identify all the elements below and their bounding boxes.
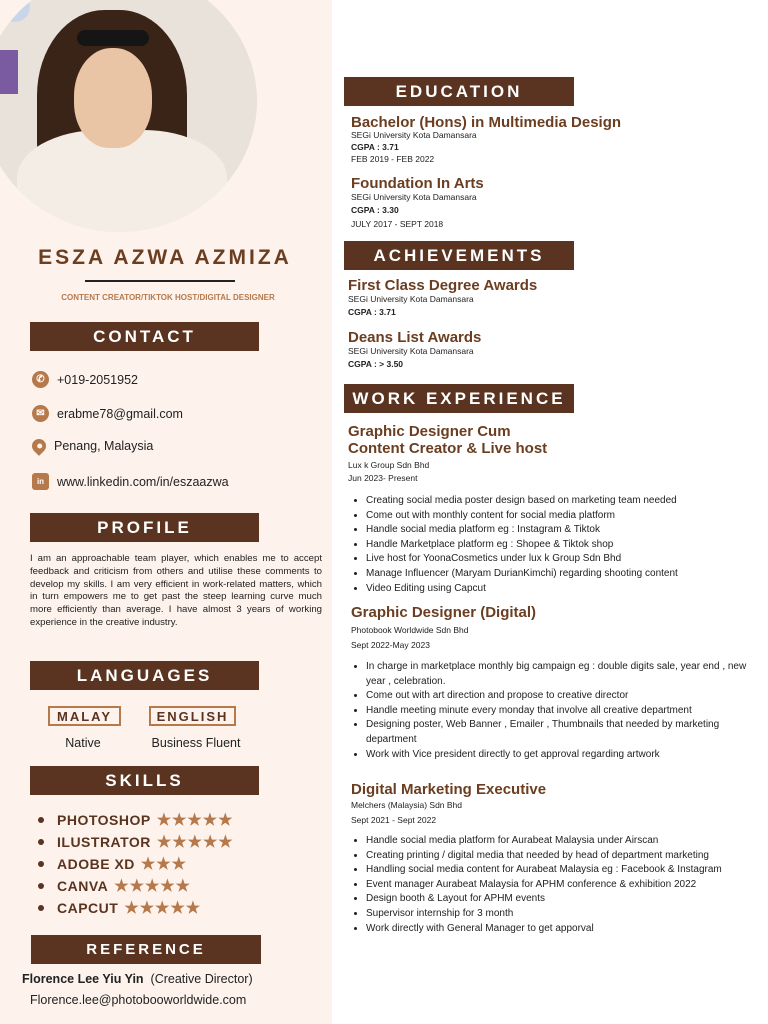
languages-heading: LANGUAGES — [30, 661, 259, 690]
star-rating-icon: ★★★★★ — [114, 878, 191, 895]
list-item: • Come out with monthly content for social media platform — [366, 509, 766, 524]
education-cgpa: CGPA : 3.30 — [351, 205, 399, 215]
job-duties-list — [348, 834, 762, 936]
education-dates: FEB 2019 - FEB 2022 — [351, 154, 435, 164]
list-item: • Live host for YoonaCosmetics under lux k Group Sdn Bhd — [366, 552, 766, 567]
phone-icon: ✆ — [32, 371, 49, 388]
bullet-icon — [38, 905, 44, 911]
bullet-icon — [38, 883, 44, 889]
job-dates: Jun 2023- Present — [348, 473, 418, 483]
profile-photo — [0, 0, 257, 232]
list-item: • Handle meeting minute every monday that involve all creative department — [366, 704, 762, 719]
contact-location — [32, 439, 153, 453]
job-title: Content Creator & Live host — [348, 440, 548, 457]
email-text: erabme78@gmail.com — [57, 406, 183, 421]
contact-phone[interactable] — [32, 371, 138, 388]
list-item: • Handle social media platform eg : Instagram & Tiktok — [366, 523, 766, 538]
reference-name: Florence Lee Yiu Yin — [22, 972, 144, 986]
reference-contact — [22, 972, 253, 986]
job-company: Lux k Group Sdn Bhd — [348, 460, 430, 470]
skill-name: ADOBE XD — [57, 856, 135, 872]
background-sign — [0, 50, 18, 94]
language-malay: MALAY — [48, 706, 121, 726]
achievement-school: SEGi University Kota Damansara — [348, 294, 474, 304]
contact-heading: CONTACT — [30, 322, 259, 351]
contact-linkedin[interactable] — [32, 473, 229, 490]
skills-heading: SKILLS — [30, 766, 259, 795]
education-school: SEGi University Kota Damansara — [351, 130, 477, 140]
location-text: Penang, Malaysia — [54, 439, 154, 453]
skill-name: PHOTOSHOP — [57, 812, 151, 828]
skill-item — [38, 898, 201, 918]
list-item: • Handle Marketplace platform eg : Shopee & Tiktok shop — [366, 538, 766, 553]
list-item: • Event manager Aurabeat Malaysia for APHM conference & exhibition 2022 — [366, 878, 762, 893]
profile-heading: PROFILE — [30, 513, 259, 542]
achievement-cgpa: CGPA : 3.71 — [348, 307, 396, 317]
list-item: • Handle social media platform for Aurabeat Malaysia under Airscan — [366, 834, 762, 849]
list-item: • Work directly with General Manager to get apporval — [366, 922, 762, 937]
achievement-cgpa: CGPA : > 3.50 — [348, 359, 404, 369]
language-level-english: Business Fluent — [151, 736, 241, 750]
achievement-title: Deans List Awards — [348, 329, 482, 346]
language-level-malay: Native — [65, 736, 101, 750]
star-rating-icon: ★★★★★ — [156, 834, 234, 851]
list-item: • Video Editing using Capcut — [366, 582, 766, 597]
achievements-heading: ACHIEVEMENTS — [344, 241, 574, 270]
skill-item — [38, 810, 233, 830]
list-item: • Design booth & Layout for APHM events — [366, 892, 762, 907]
linkedin-icon: in — [32, 473, 49, 490]
star-rating-icon: ★★★★★ — [124, 900, 202, 917]
list-item: • Manage Influencer (Maryam DurianKimchi) regarding shooting content — [366, 567, 766, 582]
job-duties-list — [348, 494, 766, 596]
education-degree: Foundation In Arts — [351, 175, 484, 192]
education-cgpa: CGPA : 3.71 — [351, 142, 399, 152]
star-rating-icon: ★★★ — [140, 856, 187, 873]
job-title: Digital Marketing Executive — [351, 781, 547, 798]
list-item: • Designing poster, Web Banner , Emailer , Thumbnails that needed by marketing department — [366, 718, 762, 747]
list-item: • Creating social media poster design based on marketing team needed — [366, 494, 766, 509]
achievement-school: SEGi University Kota Damansara — [348, 346, 474, 356]
reference-email[interactable]: Florence.lee@photobooworldwide.com — [30, 993, 247, 1007]
list-item: • Supervisor internship for 3 month — [366, 907, 762, 922]
reference-heading: REFERENCE — [31, 935, 261, 964]
location-pin-icon — [29, 436, 49, 456]
language-english: ENGLISH — [149, 706, 236, 726]
achievement-title: First Class Degree Awards — [348, 277, 538, 294]
job-duties-list — [348, 660, 762, 762]
candidate-name: ESZA AZWA AZMIZA — [38, 246, 292, 269]
skill-name: ILUSTRATOR — [57, 834, 151, 850]
job-company: Melchers (Malaysia) Sdn Bhd — [351, 800, 463, 810]
work-experience-heading: WORK EXPERIENCE — [344, 384, 574, 413]
list-item: • Come out with art direction and propose to creative director — [366, 689, 762, 704]
job-title: Graphic Designer Cum — [348, 423, 511, 440]
email-icon: ✉ — [32, 405, 49, 422]
education-degree: Bachelor (Hons) in Multimedia Design — [351, 114, 622, 131]
job-dates: Sept 2021 - Sept 2022 — [351, 815, 437, 825]
skill-name: CANVA — [57, 878, 109, 894]
phone-text: +019-2051952 — [57, 372, 138, 387]
job-dates: Sept 2022-May 2023 — [351, 640, 430, 650]
education-school: SEGi University Kota Damansara — [351, 192, 477, 202]
linkedin-text: www.linkedin.com/in/eszaazwa — [57, 474, 229, 489]
list-item: • Creating printing / digital media that needed by head of department marketing — [366, 849, 762, 864]
sunglasses-icon — [77, 30, 149, 46]
list-item: • Handling social media content for Aurabeat Malaysia eg : Facebook & Instagram — [366, 863, 762, 878]
list-item: • Work with Vice president directly to get approval regarding artwork — [366, 748, 762, 763]
bullet-icon — [38, 861, 44, 867]
bullet-icon — [38, 839, 44, 845]
job-title: Graphic Designer (Digital) — [351, 604, 537, 621]
skill-name: CAPCUT — [57, 900, 119, 916]
star-rating-icon: ★★★★★ — [156, 812, 234, 829]
bullet-icon — [38, 817, 44, 823]
skill-item — [38, 876, 191, 896]
profile-summary: I am an approachable team player, which enables me to accept feedback and criticism from others and utilise these comments to develop my skills. I am very efficient in work-related matters, which in turn empowers me to get past the steep learning curve much more efficiently than average. I have almost 3 years of working experience in the creative industry. — [30, 553, 322, 628]
contact-email[interactable] — [32, 405, 183, 422]
job-company: Photobook Worldwide Sdn Bhd — [351, 625, 469, 635]
skill-item — [38, 854, 187, 874]
skill-item — [38, 832, 234, 852]
education-dates: JULY 2017 - SEPT 2018 — [351, 219, 444, 229]
education-heading: EDUCATION — [344, 77, 574, 106]
list-item: • In charge in marketplace monthly big campaign eg : double digits sale, year end , new year , celebration. — [366, 660, 762, 689]
name-divider — [85, 280, 235, 282]
reference-title: (Creative Director) — [150, 972, 253, 986]
candidate-role: CONTENT CREATOR/TIKTOK HOST/DIGITAL DESIGNER — [61, 293, 275, 302]
photo-face — [74, 48, 152, 148]
